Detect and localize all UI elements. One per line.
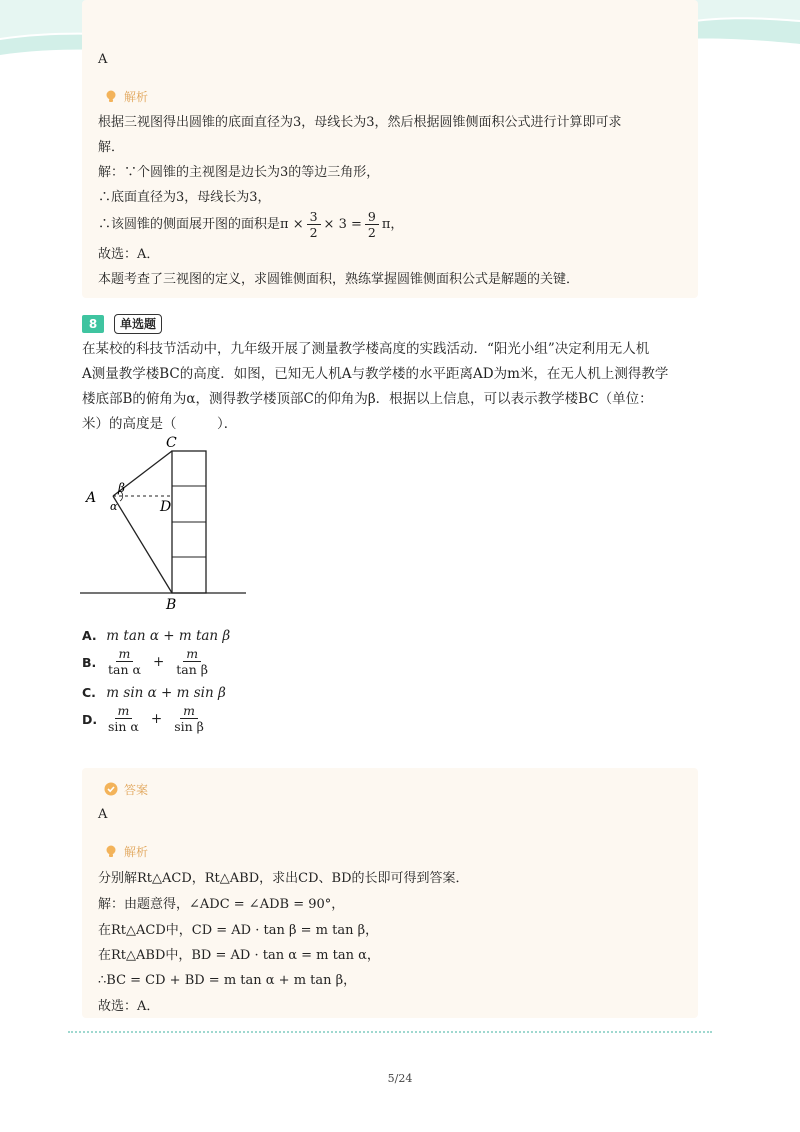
analysis-label: 解析 <box>124 844 149 859</box>
fraction-denominator: 2 <box>309 225 318 240</box>
fraction-denominator: sin α <box>108 719 139 734</box>
option-a[interactable] <box>82 628 230 644</box>
plus-sign: + <box>152 654 165 670</box>
option-b-fraction-2 <box>173 646 211 678</box>
label-C: C <box>166 435 177 451</box>
solution-line: 分别解Rt△ACD，Rt△ABD，求出CD、BD的长即可得到答案． <box>98 871 469 886</box>
lightbulb-icon <box>104 89 118 103</box>
fraction-denominator: sin β <box>174 719 204 734</box>
label-alpha: α <box>110 500 118 513</box>
fraction-9-over-2 <box>365 209 379 241</box>
analysis-tag <box>104 843 148 859</box>
solution-line: 解：由题意得，∠ADC = ∠ADB = 90°， <box>98 897 345 912</box>
question-text-line: A测量教学楼BC的高度．如图，已知无人机A与教学楼的水平距离AD为m米，在无人机上测得教学 <box>82 366 669 382</box>
solution-line: 在Rt△ACD中，CD = AD · tan β = m tan β， <box>98 923 379 938</box>
option-c[interactable] <box>82 685 226 701</box>
question-text-line: 米）的高度是（ ）． <box>82 416 238 432</box>
question-text-line: 在某校的科技节活动中，九年级开展了测量教学楼高度的实践活动．“阳光小组”决定利用无人机 <box>82 341 650 357</box>
previous-solution-panel <box>82 0 698 298</box>
option-b-fraction-1 <box>105 646 144 678</box>
option-d[interactable] <box>82 703 210 735</box>
solution-line: 故选：A． <box>98 999 160 1014</box>
solution-line: ∴BC = CD + BD = m tan α + m tan β， <box>98 973 357 988</box>
fraction-numerator: 3 <box>307 209 321 225</box>
check-circle-icon <box>104 782 118 796</box>
solution-line: 在Rt△ABD中，BD = AD · tan α = m tan α， <box>98 948 380 963</box>
option-b-key: B. <box>82 654 97 670</box>
option-c-text: m sin α + m sin β <box>106 685 226 701</box>
answer-value: A <box>98 807 108 822</box>
question-text-line: 楼底部B的俯角为α，测得教学楼顶部C的仰角为β．根据以上信息，可以表示教学楼BC（单位： <box>82 391 653 407</box>
question-number-badge: 8 <box>82 315 104 333</box>
area-expr-end: π， <box>381 217 404 232</box>
option-b[interactable] <box>82 646 214 678</box>
answer-label: 答案 <box>124 782 149 797</box>
previous-analysis-line: 故选：A． <box>98 247 160 262</box>
option-d-fraction-2 <box>171 703 207 735</box>
fraction-numerator: m <box>180 703 198 719</box>
option-c-key: C. <box>82 685 96 700</box>
previous-analysis-line: 解． <box>98 140 125 155</box>
previous-analysis-line: 本题考查了三视图的定义，求圆锥侧面积，熟练掌握圆锥侧面积公式是解题的关键． <box>98 272 580 287</box>
previous-answer-value: A <box>98 52 108 67</box>
option-a-key: A. <box>82 628 97 643</box>
answer-tag <box>104 781 148 797</box>
fraction-denominator: tan α <box>108 662 141 677</box>
plus-sign: + <box>150 711 163 727</box>
question-type-label: 单选题 <box>114 314 162 334</box>
page-number: 5/24 <box>387 1072 413 1085</box>
previous-analysis-line: ∴底面直径为3，母线长为3， <box>98 190 271 205</box>
fraction-numerator: 9 <box>365 209 379 225</box>
option-d-key: D. <box>82 711 98 727</box>
previous-analysis-line: 解：∵个圆锥的主视图是边长为3的等边三角形， <box>98 165 380 180</box>
previous-area-line <box>98 208 403 242</box>
fraction-numerator: m <box>183 646 201 662</box>
label-D: D <box>160 499 172 515</box>
area-expr-mid: × 3 = <box>323 217 362 232</box>
geometry-figure <box>80 432 250 612</box>
label-B: B <box>166 597 177 612</box>
fraction-numerator: m <box>115 703 133 719</box>
label-beta: β <box>118 481 125 495</box>
area-line-prefix: ∴该圆锥的侧面展开图的面积是 <box>98 217 281 232</box>
area-expr-start: π × <box>280 217 304 232</box>
previous-analysis-line: 根据三视图得出圆锥的底面直径为3，母线长为3，然后根据圆锥侧面积公式进行计算即可求 <box>98 115 622 130</box>
section-divider <box>68 1031 712 1033</box>
lightbulb-icon <box>104 844 118 858</box>
option-a-text: m tan α + m tan β <box>106 628 231 644</box>
previous-analysis-tag <box>104 88 148 104</box>
fraction-3-over-2 <box>307 209 321 241</box>
option-d-fraction-1 <box>105 703 142 735</box>
fraction-denominator: tan β <box>176 662 208 677</box>
fraction-numerator: m <box>116 646 134 662</box>
fraction-denominator: 2 <box>367 225 376 240</box>
previous-analysis-label: 解析 <box>124 89 149 104</box>
label-A: A <box>86 490 97 506</box>
